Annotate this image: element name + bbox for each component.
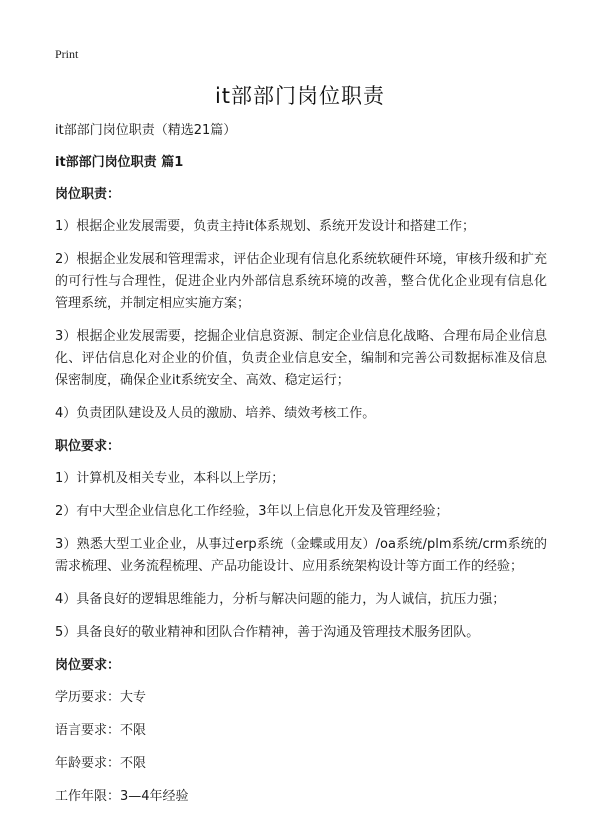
post-requirement-item: 学历要求：大专: [55, 690, 147, 705]
requirement-item: 2）有中大型企业信息化工作经验，3年以上信息化开发及管理经验；: [55, 504, 449, 519]
duty-item: 2）根据企业发展和管理需求，评估企业现有信息化系统软硬件环境，审核升级和扩充的可行性与合理性，促进企业内外部信息系统环境的改善，整合优化企业现有信息化管理系统，并制定相应实施方案；: [55, 252, 547, 311]
document-subtitle: it部部门岗位职责（精选21篇）: [55, 123, 237, 138]
post-requirement-item: 语言要求：不限: [55, 723, 147, 738]
requirements-heading: 职位要求：: [55, 439, 121, 454]
post-requirements-heading: 岗位要求：: [55, 658, 121, 673]
duty-item: 3）根据企业发展需要，挖掘企业信息资源、制定企业信息化战略、合理布局企业信息化、评估信息化对企业的价值，负责企业信息安全，编制和完善公司数据标准及信息保密制度，确保企业it系统安全、高效、稳定运行；: [55, 329, 547, 388]
requirement-item: 3）熟悉大型工业企业，从事过erp系统（金蝶或用友）/oa系统/plm系统/crm系统的需求梳理、业务流程梳理、产品功能设计、应用系统架构设计等方面工作的经验；: [55, 537, 547, 574]
document-body: [55, 120, 547, 819]
duty-item: 4）负责团队建设及人员的激励、培养、绩效考核工作。: [55, 406, 376, 421]
duties-heading: 岗位职责：: [55, 187, 121, 202]
article-heading: it部部门岗位职责 篇1: [55, 155, 184, 170]
requirement-item: 5）具备良好的敬业精神和团队合作精神，善于沟通及管理技术服务团队。: [55, 625, 480, 640]
print-link[interactable]: Print: [55, 47, 79, 61]
requirement-item: 1）计算机及相关专业，本科以上学历；: [55, 471, 285, 486]
post-requirement-item: 工作年限：3—4年经验: [55, 789, 189, 804]
duty-item: 1）根据企业发展需要，负责主持it体系规划、系统开发设计和搭建工作；: [55, 219, 475, 234]
document-title: it部部门岗位职责: [214, 84, 386, 108]
requirement-item: 4）具备良好的逻辑思维能力，分析与解决问题的能力，为人诚信，抗压力强；: [55, 592, 506, 607]
post-requirement-item: 年龄要求：不限: [55, 756, 147, 771]
